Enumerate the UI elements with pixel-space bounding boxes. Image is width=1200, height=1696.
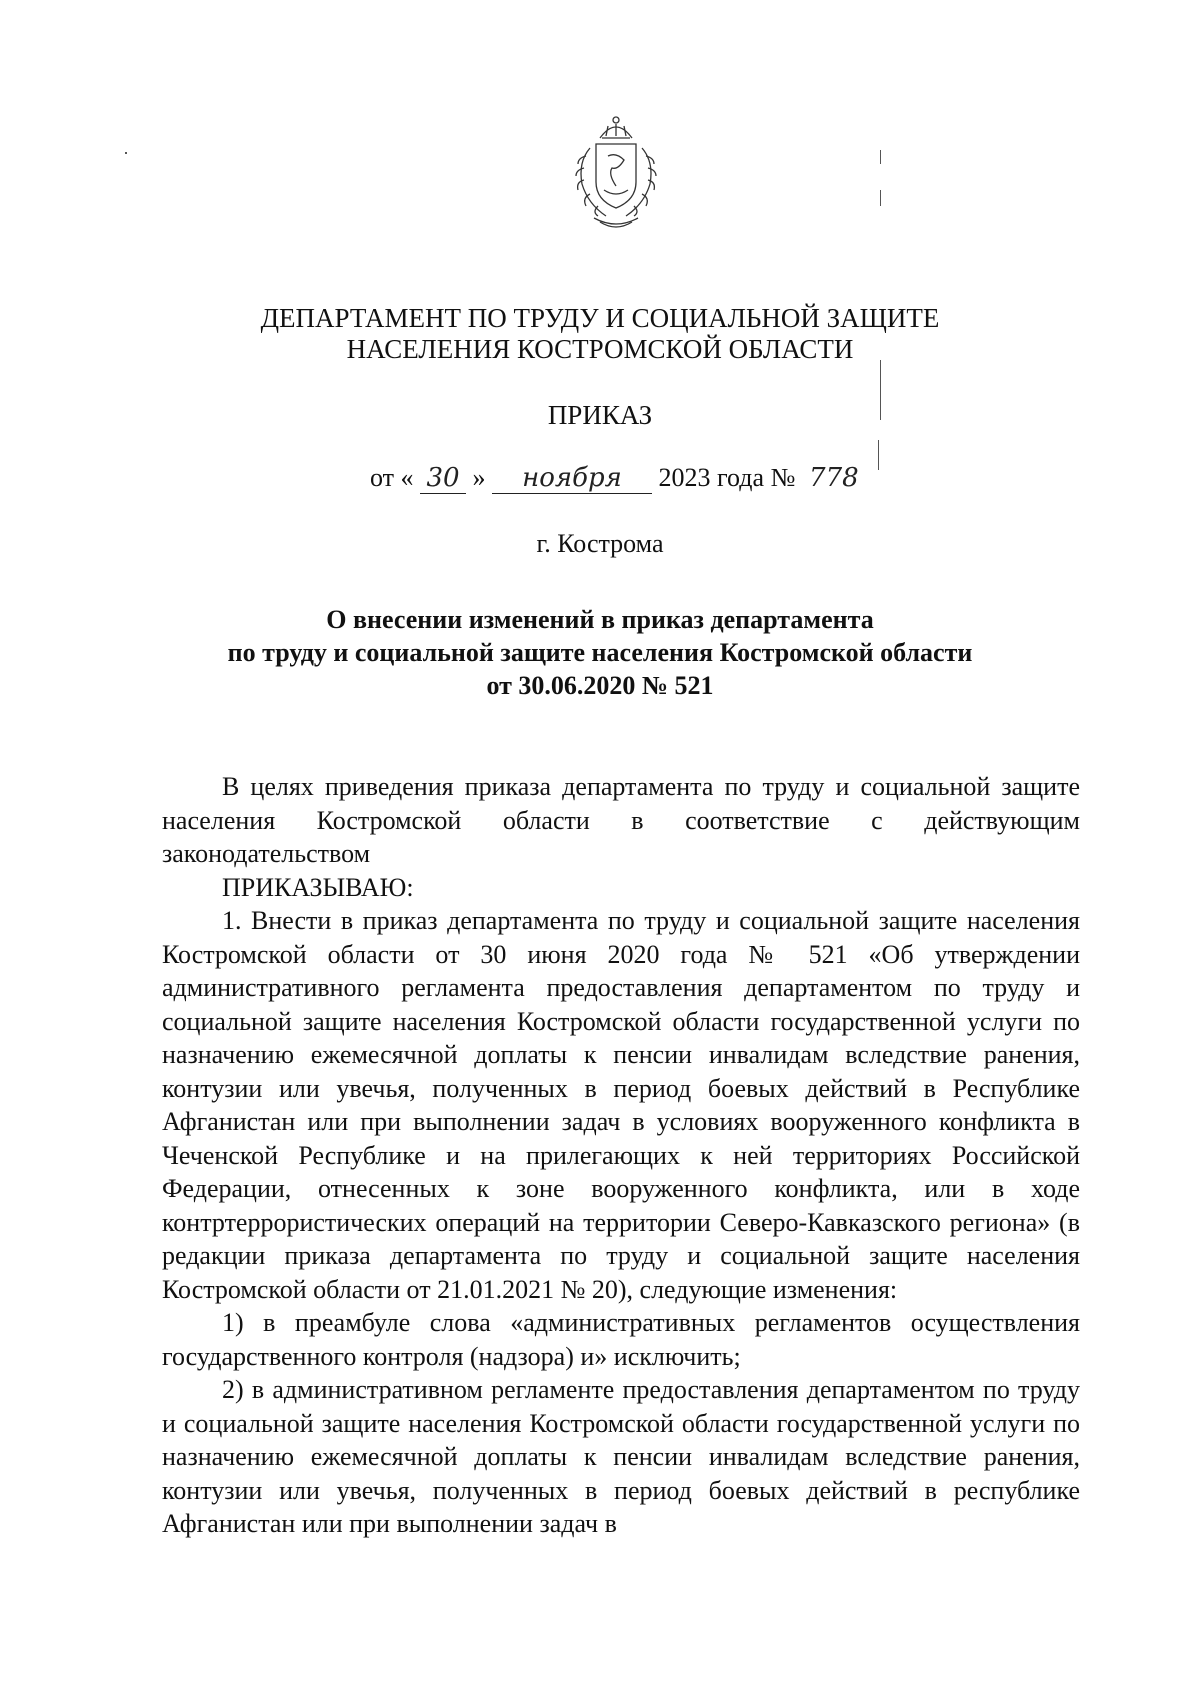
scan-mark (880, 150, 881, 164)
intro-paragraph: В целях приведения приказа департамента по труду и социальной защите населения Костромской области в соответствие с действующим законодательством (162, 772, 1080, 868)
sub-item-2-paragraph: 2) в административном регламенте предоставления департаментом по труду и социальной защите населения Костромской области государственной услуги по назначению ежемесячной доплаты к пенсии инвалидам вследствие ранения, контузии или увечья, полученных в период боевых действий в республике Афганистан или при выполнении задач в (162, 1375, 1080, 1538)
sub-item-1-paragraph: 1) в преамбуле слова «административных регламентов осуществления государственного контроля (надзора) и» исключить; (162, 1308, 1080, 1371)
document-title-line-3: от 30.06.2020 № 521 (486, 671, 714, 700)
handwritten-order-number: 778 (809, 463, 859, 493)
order-date-line (370, 458, 866, 498)
department-name-line-1: ДЕПАРТАМЕНТ ПО ТРУДУ И СОЦИАЛЬНОЙ ЗАЩИТЕ (260, 303, 940, 333)
item-1-paragraph: 1. Внести в приказ департамента по труду и социальной защите населения Костромской области от 30 июня 2020 года № 521 «Об утверждении административного регламента предоставления департаментом по труду и социальной защите населения Костромской области государственной услуги по назначению ежемесячной доплаты к пенсии инвалидам вследствие ранения, контузии или увечья, полученных в период боевых действий в Республике Афганистан или при выполнении задач в условиях вооруженного конфликта в Чеченской Республике и на прилегающих к ней территориях Российской Федерации, отнесенных к зоне вооруженного конфликта, или в ходе контртеррористических операций на территории Северо-Кавказского региона» (в редакции приказа департамента по труду и социальной защите населения Костромской области от 21.01.2021 № 20), следующие изменения: (162, 906, 1080, 1304)
scan-mark (880, 360, 881, 420)
scan-mark (878, 440, 879, 470)
year-text: 2023 года № (658, 463, 796, 492)
coat-of-arms-emblem-icon (560, 112, 672, 234)
document-title-line-1: О внесении изменений в приказ департамента (326, 605, 874, 634)
date-quote-close: » (472, 463, 486, 492)
document-body (162, 770, 1080, 1541)
date-prefix: от « (370, 463, 414, 492)
document-type: ПРИКАЗ (547, 400, 653, 430)
scan-mark (880, 190, 881, 206)
document-title-line-2: по труду и социальной защите населения Костромской области (227, 638, 973, 667)
city: г. Кострома (536, 529, 664, 558)
department-name-line-2: НАСЕЛЕНИЯ КОСТРОМСКОЙ ОБЛАСТИ (346, 334, 854, 364)
scan-mark (125, 152, 127, 154)
handwritten-month: ноября (492, 463, 652, 494)
order-word: ПРИКАЗЫВАЮ: (222, 872, 414, 902)
handwritten-day: 30 (420, 463, 466, 494)
